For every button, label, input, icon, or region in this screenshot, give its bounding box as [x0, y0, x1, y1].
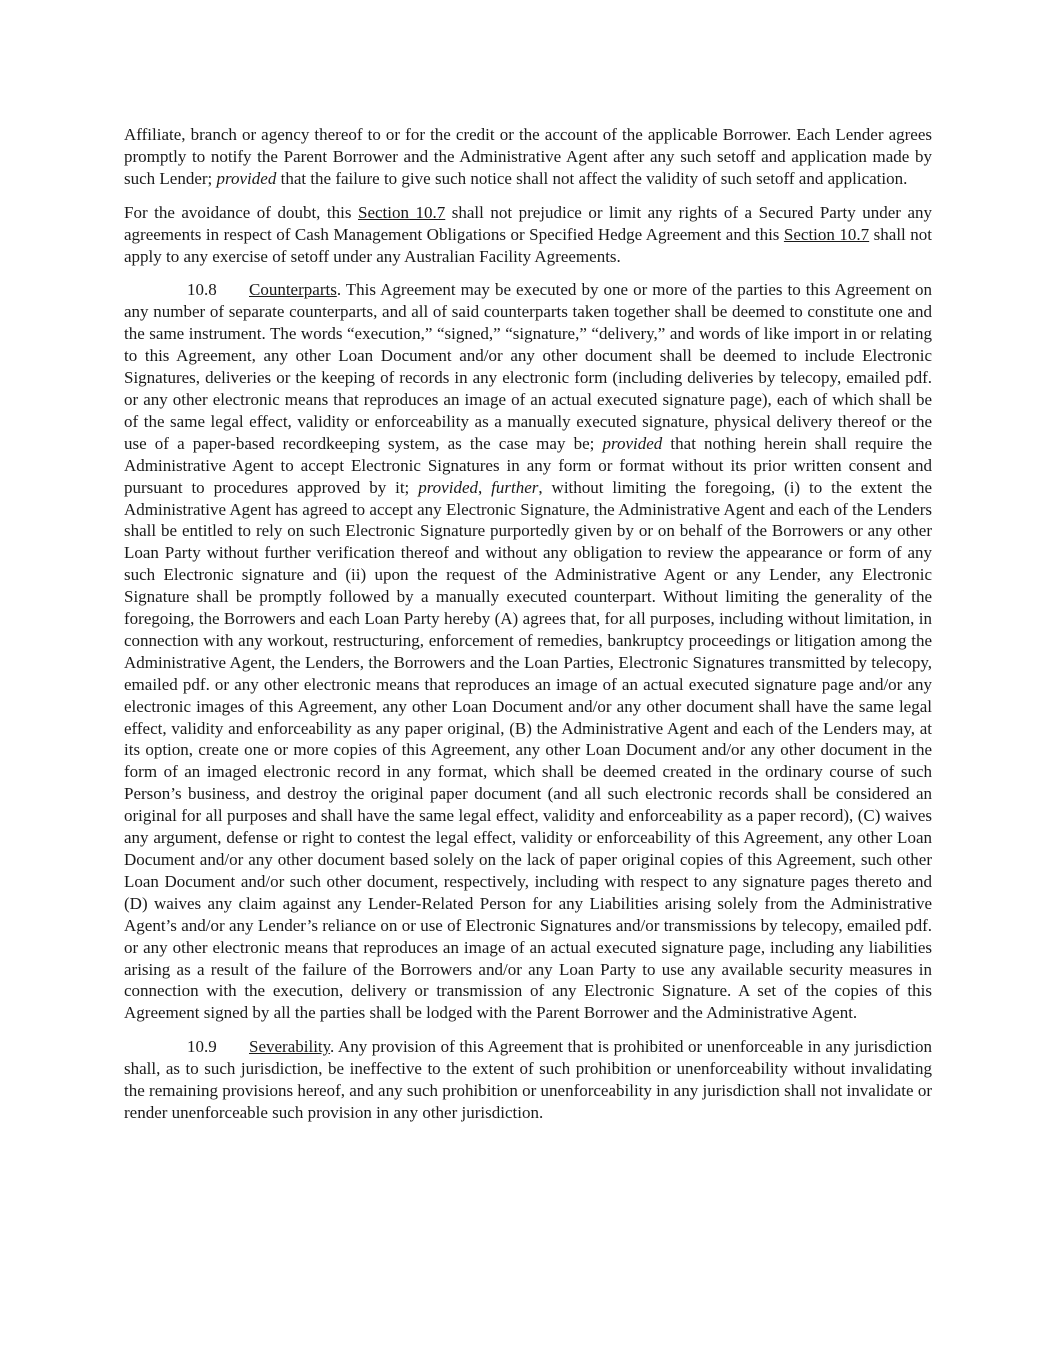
emphasis-further: further [491, 477, 539, 497]
section-heading: Counterparts [249, 280, 337, 300]
emphasis-provided: provided [602, 433, 663, 453]
section-10-8-counterparts: 10.8 Counterparts. This Agreement may be executed by one or more of the parties to this Agreement on any number of separate counterparts, and all of said counterparts taken together shall be deemed to constitute one and the same instrument. The words “execution,” “signed,” “signature,” “delivery,” and words of like import in or relating to this Agreement, any other Loan Document and/or any other document shall be deemed to include Electronic Signatures, deliveries or the keeping of records in any electronic form (including deliveries by telecopy, emailed pdf. or any other electronic means that reproduces an image of an actual executed signature page), each of which shall be of the same legal effect, validity or enforceability as a manually executed signature, physical delivery thereof or the use of a paper-based recordkeeping system, as the case may be; provided that nothing herein shall require the Administrative Agent to accept Electronic Signatures in any form or format without its prior written consent and pursuant to procedures approved by it; provided, further, without limiting the foregoing, (i) to the extent the Administrative Agent has agreed to accept any Electronic Signature, the Administrative Agent and each of the Lenders shall be entitled to rely on such Electronic Signature purportedly given by or on behalf of the Borrowers or any other Loan Party without further verification thereof and without any obligation to review the appearance or form of any such Electronic signature and (ii) upon the request of the Administrative Agent or any Lender, any Electronic Signature shall be promptly followed by a manually executed counterpart. Without limiting the generality of the foregoing, the Borrowers and each Loan Party hereby (A) agrees that, for all purposes, including without limitation, in connection with any workout, restructuring, enforcement of remedies, bankruptcy proceedings or litigation among the Administrative Agent, the Lenders, the Borrowers and the Loan Parties, Electronic Signatures transmitted by telecopy, emailed pdf. or any other electronic means that reproduces an image of an actual executed signature page and/or any electronic images of this Agreement, any other Loan Document and/or any other document shall have the same legal effect, validity and enforceability as any paper original, (B) the Administrative Agent and each of the Lenders may, at its option, create one or more copies of this Agreement, any other Loan Document and/or any other document in the form of an imaged electronic record in any format, which shall be deemed created in the ordinary course of such Person’s business, and destroy the original paper document (and all such electronic records shall be considered an original for all purposes and shall have the same legal effect, validity and enforceability as a paper record), (C) waives any argument, defense or right to contest the legal effect, validity or enforceability of this Agreement, any other Loan Document and/or any other document based solely on the lack of paper original copies of this Agreement, such other Loan Document and/or such other document, respectively, including with respect to any signature pages thereto and (D) waives any claim against any Lender-Related Person for any Liabilities arising solely from the Administrative Agent’s and/or any Lender’s reliance on or use of Electronic Signatures and/or transmissions by telecopy, emailed pdf. or any other electronic means that reproduces an image of an actual executed signature page, including any liabilities arising as a result of the failure of the Borrowers and/or any Loan Party to use any available security measures in connection with the execution, delivery or transmission of any Electronic Signature. A set of the copies of this Agreement signed by all the parties shall be lodged with the Parent Borrower and the Administrative Agent. [124, 280, 932, 1023]
section-heading: Severability [249, 1037, 331, 1057]
section-reference-10-7: Section 10.7 [358, 202, 446, 222]
paragraph-avoidance-of-doubt: For the avoidance of doubt, this Section 10.7 shall not prejudice or limit any rights of a Secured Party under any agreements in respect of Cash Management Obligations or Specified Hedge Agreement and this Section 10.7 shall not apply to any exercise of setoff under any Australian Facility Agreements. [124, 202, 932, 266]
section-number: 10.9 [187, 1037, 217, 1057]
paragraph-setoff-continuation: Affiliate, branch or agency thereof to or for the credit or the account of the applicable Borrower. Each Lender agrees promptly to notify the Parent Borrower and the Administrative Agent after any such setoff and application made by such Lender; provided that the failure to give such notice shall not affect the validity of such setoff and application. [124, 125, 932, 188]
emphasis-provided: provided [418, 477, 478, 497]
section-reference-10-7: Section 10.7 [783, 224, 870, 244]
emphasis-provided: provided [216, 168, 277, 188]
section-number: 10.8 [187, 280, 217, 300]
document-page [124, 124, 932, 1136]
section-10-9-severability: 10.9 Severability. Any provision of this Agreement that is prohibited or unenforceable in any jurisdiction shall, as to such jurisdiction, be ineffective to the extent of such prohibition or unenforceability without invalidating the remaining provisions hereof, and any such prohibition or unenforceability in any jurisdiction shall not invalidate or render unenforceable such provision in any other jurisdiction. [124, 1037, 932, 1122]
